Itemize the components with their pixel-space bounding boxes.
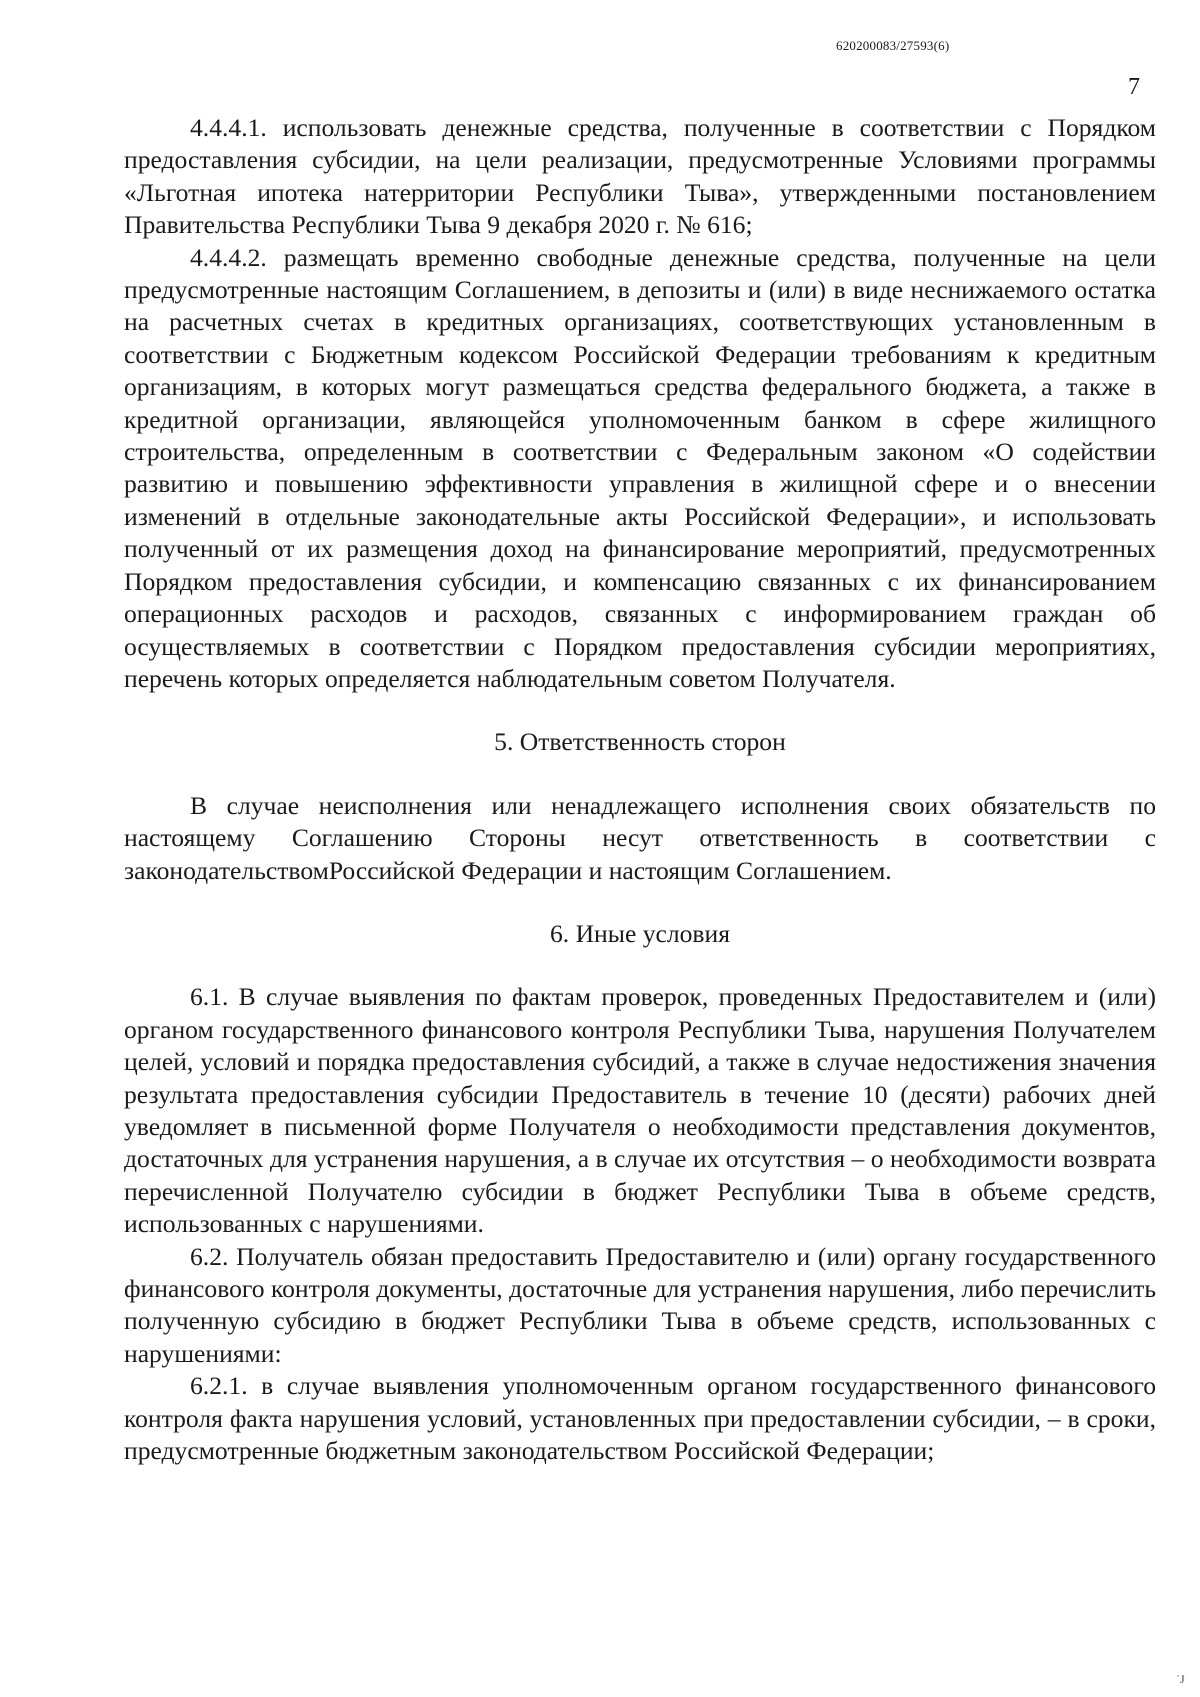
document-id: 620200083/27593(6) [836, 38, 950, 53]
paragraph-6-2: 6.2. Получатель обязан предоставить Предоставителю и (или) органу государственного финансового контроля документы, достаточные для устранения нарушения, либо перечислить полученную субсидию в бюджет Республики Тыва в объеме средств, использованных с нарушениями: [124, 1241, 1156, 1368]
paragraph-4-4-4-2: 4.4.4.2. размещать временно свободные денежные средства, полученные на цели предусмотренные настоящим Соглашением, в депозиты и (или) в виде неснижаемого остатка на расчетных счетах в кредитных организациях, соответствующих установленным в соответствии с Бюджетным кодексом Российской Федерации требованиям к кредитным организациям, в которых могут размещаться средства федерального бюджета, а также в кредитной организации, являющейся уполномоченным банком в сфере жилищного строительства, определенным в соответствии с Федеральным законом «О содействии развитию и повышению эффективности управления в жилищной сфере и о внесении изменений в отдельные законодательные акты Российской Федерации», и использовать полученный от их размещения доход на финансирование мероприятий, предусмотренных Порядком предоставления субсидии, и компенсацию связанных с их финансированием операционных расходов и расходов, связанных с информированием граждан об осуществляемых в соответствии с Порядком предоставления субсидии мероприятиях, перечень которых определяется наблюдательным советом Получателя. [124, 242, 1156, 693]
section-heading-responsibility: 5. Ответственность сторон [494, 727, 786, 757]
corner-mark: ˙J [1176, 1672, 1185, 1686]
paragraph-5: В случае неисполнения или ненадлежащего исполнения своих обязательств по настоящему Соглашению Стороны несут ответственность в соответствии с законодательствомРоссийской Федерации и настоящим Соглашением. [124, 790, 1156, 885]
paragraph-6-1: 6.1. В случае выявления по фактам проверок, проведенных Предоставителем и (или) органом государственного финансового контроля Республики Тыва, нарушения Получателем целей, условий и порядка предоставления субсидий, а также в случае недостижения значения результата предоставления субсидии Предоставитель в течение 10 (десяти) рабочих дней уведомляет в письменной форме Получателя о необходимости представления документов, достаточных для устранения нарушения, а в случае их отсутствия – о необходимости возврата перечисленной Получателю субсидии в бюджет Республики Тыва в объеме средств, использованных с нарушениями. [124, 982, 1156, 1239]
page-number: 7 [1128, 74, 1140, 100]
paragraph-6-2-1: 6.2.1. в случае выявления уполномоченным органом государственного финансового контроля факта нарушения условий, установленных при предоставлении субсидии, – в сроки, предусмотренные бюджетным законодательством Российской Федерации; [124, 1371, 1156, 1466]
document-body [124, 112, 1156, 1467]
paragraph-4-4-4-1: 4.4.4.1. использовать денежные средства, полученные в соответствии с Порядком предоставления субсидии, на цели реализации, предусмотренные Условиями программы «Льготная ипотека натерритории Республики Тыва», утвержденными постановлением Правительства Республики Тыва 9 декабря 2020 г. № 616; [124, 113, 1156, 240]
section-heading-other-conditions: 6. Иные условия [549, 918, 730, 948]
